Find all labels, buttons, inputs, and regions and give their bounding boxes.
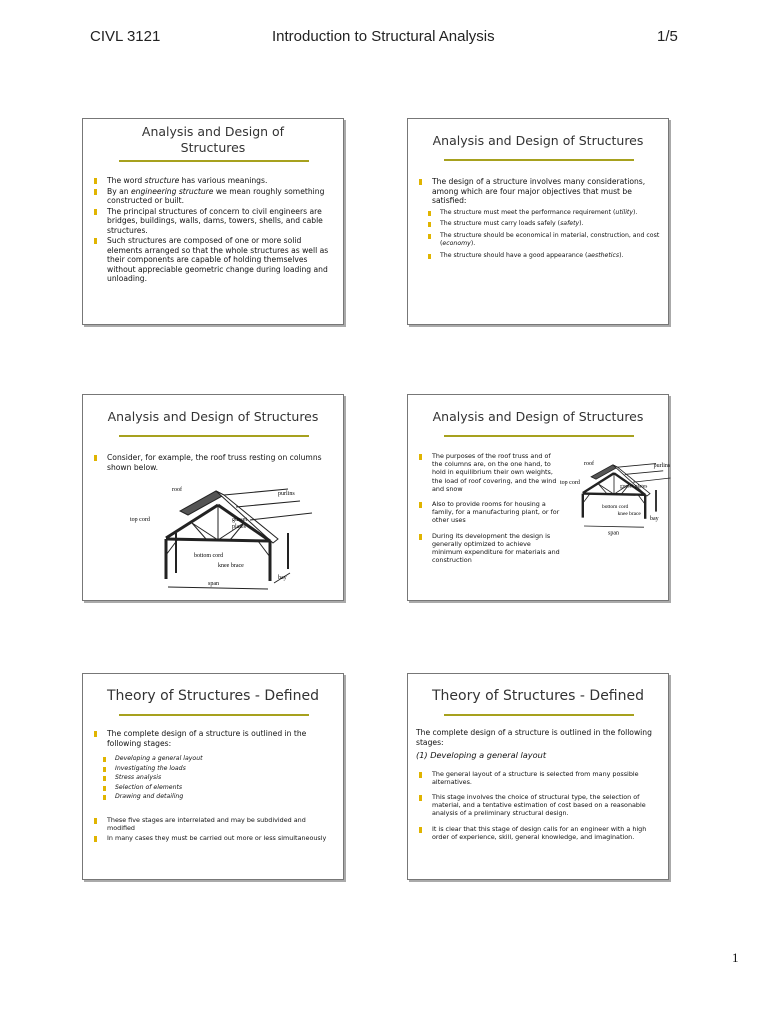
list-item: Investigating the loads [101,765,335,774]
title-rule [119,435,309,437]
label-knee-brace: knee brace [617,511,641,518]
list-item: Developing a general layout [101,755,335,764]
list-item: The principal structures of concern to civil engineers are bridges, buildings, walls, dams, towers, shells, and cable structures. [91,207,335,236]
list-item: This stage involves the choice of structural type, the selection of material, and a tentative estimation of cost based on a reasonable analysis of a preliminary structural design. [416,793,660,818]
document-title: Introduction to Structural Analysis [272,28,495,45]
slide-1 [82,118,344,325]
slide-2 [407,118,669,325]
slide-5 [82,673,344,880]
slide-title: Analysis and Design of Structures [432,133,644,148]
slide-3 [82,394,344,601]
bullet-list [416,452,560,571]
bullet-list [91,729,335,748]
list-item: The complete design of a structure is outlined in the following stages: [91,729,335,748]
list-item: Consider, for example, the roof truss resting on columns shown below. [91,453,335,472]
page-number: 1 [732,950,739,965]
title-rule [444,435,634,437]
list-item: The word structure has various meanings. [91,176,335,186]
title-rule [444,714,634,716]
bullet-list [91,816,335,843]
list-item: Selection of elements [101,784,335,793]
label-plates: plates [232,524,246,530]
list-item: Drawing and detailing [101,793,335,802]
stage-heading: (1) Developing a general layout [416,750,547,760]
label-bay: bay [650,516,659,522]
course-code: CIVL 3121 [90,28,161,45]
list-item: The general layout of a structure is selected from many possible alternatives. [416,770,660,786]
bullet-list [91,453,335,473]
slide-title: Analysis and Design of Structures [107,409,319,424]
label-roof: roof [584,460,594,467]
slide-title: Analysis and Design of Structures [141,124,285,155]
list-item: During its development the design is generally optimized to achieve minimum expenditure for materials and construction [416,532,560,565]
slide-4 [407,394,669,601]
label-span: span [608,530,619,537]
list-item: In many cases they must be carried out more or less simultaneously [91,834,335,842]
label-bottom-cord: bottom cord [194,553,224,559]
list-item: These five stages are interrelated and may be subdivided and modified [91,816,335,832]
list-item: Such structures are composed of one or more solid elements arranged so that the whole structures as well as their components are capable of holding themselves without appreciable geometric change during loading and unloading. [91,236,335,284]
sub-list [426,209,660,261]
list-item: The structure should have a good appearance (aesthetics). [426,252,660,261]
page-fraction: 1/5 [657,28,678,45]
label-roof: roof [172,487,182,493]
label-purlins: purlins [653,463,671,470]
label-top-cord: top cord [560,480,580,486]
bullet-list [416,770,660,841]
label-top-cord: top cord [130,517,150,523]
title-rule [119,160,309,162]
label-purlins: purlins [278,491,295,497]
label-bay: bay [278,575,287,581]
list-item: The design of a structure involves many considerations, among which are four major objectives that must be satisfied: [416,177,660,206]
label-bottom-cord: bottom cord [602,504,629,510]
bullet-list [91,176,335,285]
intro-text: The complete design of a structure is outlined in the following stages: [416,728,652,747]
slide-title: Theory of Structures - Defined [432,688,644,704]
title-rule [119,714,309,716]
roof-truss-diagram [560,459,680,539]
slide-6 [407,673,669,880]
label-gusset: gusset plates [620,483,648,490]
stage-list [101,755,335,802]
list-item: The structure must carry loads safely (safety). [426,220,660,229]
label-gusset: gusset [232,517,247,523]
list-item: Also to provide rooms for housing a family, for a manufacturing plant, or for other uses [416,500,560,525]
list-item: By an engineering structure we mean roughly something constructed or built. [91,187,335,206]
slide-title: Theory of Structures - Defined [107,688,319,704]
list-item: It is clear that this stage of design calls for an engineer with a high order of experience, skill, general knowledge, and imagination. [416,825,660,841]
list-item: Stress analysis [101,774,335,783]
slide-title: Analysis and Design of Structures [432,409,644,424]
title-rule [444,159,634,161]
bullet-list [416,177,660,206]
label-knee-brace: knee brace [218,563,244,569]
list-item: The structure must meet the performance requirement (utility). [426,209,660,218]
roof-truss-diagram [128,483,328,593]
list-item: The structure should be economical in material, construction, and cost (economy). [426,232,660,249]
list-item: The purposes of the roof truss and of the columns are, on the one hand, to hold in equilibrium their own weights, the load of roof covering, and the wind and snow [416,452,560,493]
label-span: span [208,581,219,587]
